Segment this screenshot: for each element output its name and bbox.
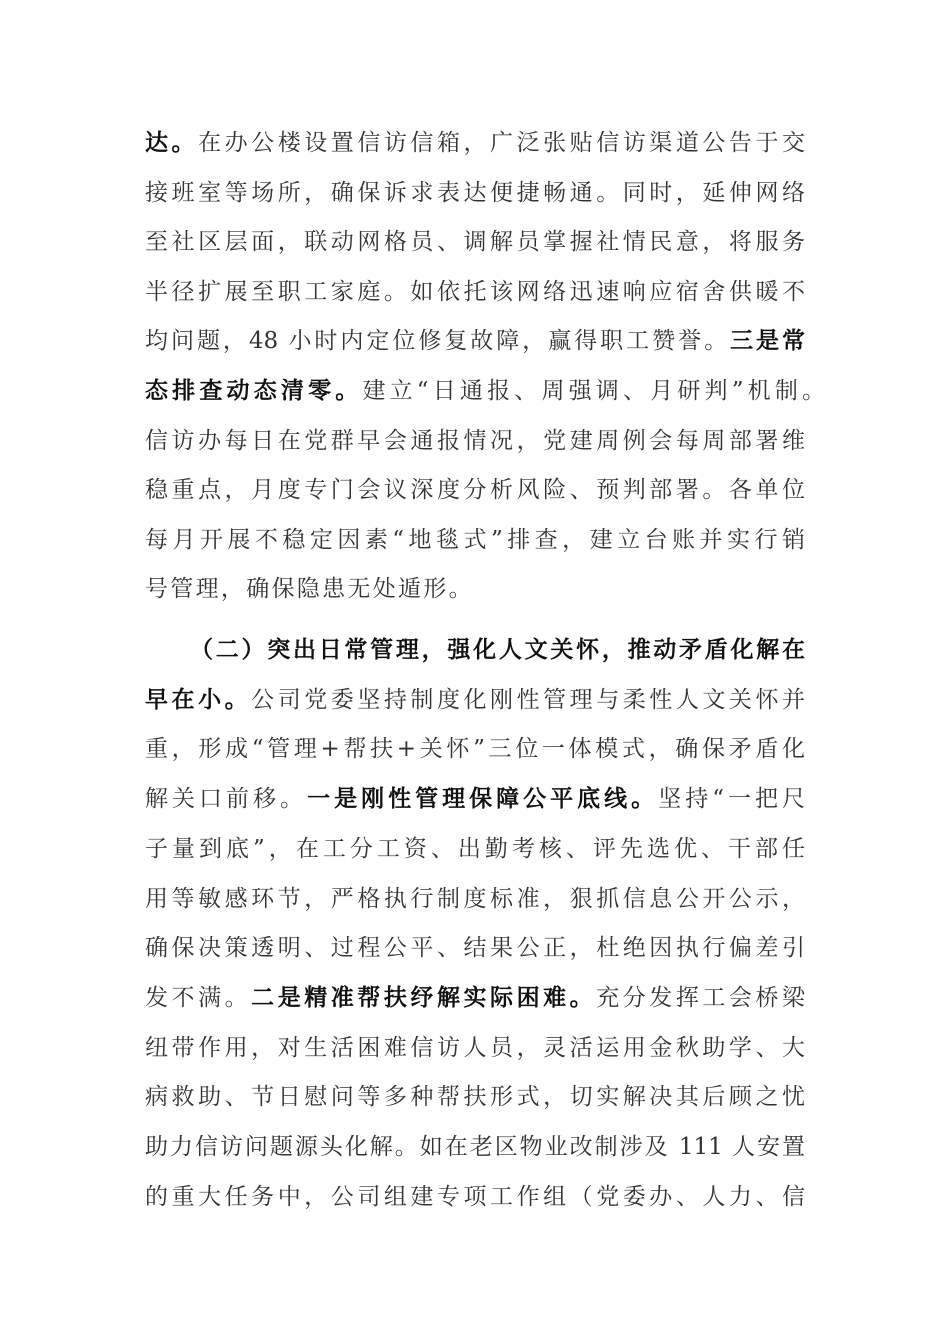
body-text: 建立“日通报、周强调、月研判”机制。 [362, 378, 825, 404]
body-text: 在办公楼设置信访信箱，广泛张贴信访渠道公告于交 [198, 130, 806, 156]
body-text: 号管理，确保隐患无处遁形。 [145, 576, 474, 603]
body-text: 公司党委坚持制度化刚性管理与柔性人文关怀并 [251, 686, 806, 713]
body-text: 解关口前移。 [145, 786, 308, 813]
bold-heading-text: 态排查动态清零。 [145, 378, 363, 404]
body-text: 助力信访问题源头化解。如在老区物业改制涉及 111 人安置 [145, 1134, 805, 1160]
text-line [145, 784, 805, 814]
bold-heading-text: 三是常 [730, 328, 806, 355]
text-line [190, 635, 805, 665]
text-line [145, 1182, 805, 1212]
text-line [145, 1082, 805, 1112]
body-text: 发不满。 [145, 984, 252, 1011]
text-line [145, 884, 805, 914]
bold-heading-text: 达。 [145, 130, 199, 156]
body-text: 每月开展不稳定因素“地毯式”排查，建立台账并实行销 [145, 526, 805, 553]
text-line [145, 1033, 805, 1063]
text-line [145, 475, 805, 505]
text-line [145, 933, 805, 963]
text-line [145, 734, 805, 764]
body-text: 均问题，48 小时内定位修复故障，赢得职工赞誉。 [145, 328, 731, 355]
text-line [145, 834, 805, 864]
text-line [145, 128, 805, 158]
body-text: 充分发挥工会桥梁 [596, 984, 806, 1011]
text-line [145, 227, 805, 257]
body-text: 的重大任务中，公司组建专项工作组（党委办、人力、信 [145, 1183, 805, 1210]
text-line [145, 685, 805, 715]
text-line [145, 574, 805, 604]
body-text: 至社区层面，联动网格员、调解员掌握社情民意，将服务 [145, 229, 805, 256]
body-text: 确保决策透明、过程公平、结果公正，杜绝因执行偏差引 [145, 935, 805, 962]
body-text: 子量到底”，在工分工资、出勤考核、评先选优、干部任 [145, 835, 805, 862]
body-text: 半径扩展至职工家庭。如依托该网络迅速响应宿舍供暖不 [145, 278, 805, 305]
text-line [145, 983, 805, 1013]
text-line [145, 178, 805, 208]
text-line [145, 1132, 805, 1162]
text-line [145, 326, 805, 356]
body-text: 信访办每日在党群早会通报情况，党建周例会每周部署维 [145, 427, 805, 454]
text-line [145, 277, 805, 307]
body-text: 坚持“一把尺 [658, 786, 806, 813]
text-line [145, 376, 825, 406]
text-line [145, 525, 805, 555]
bold-heading-text: （二）突出日常管理，强化人文关怀，推动矛盾化解在 [190, 637, 805, 663]
body-text: 纽带作用，对生活困难信访人员，灵活运用金秋助学、大 [145, 1034, 805, 1061]
body-text: 接班室等场所，确保诉求表达便捷畅通。同时，延伸网络 [145, 179, 805, 206]
bold-heading-text: 早在小。 [145, 686, 252, 713]
body-text: 稳重点，月度专门会议深度分析风险、预判部署。各单位 [145, 477, 805, 504]
text-line [145, 426, 805, 456]
body-text: 病救助、节日慰问等多种帮扶形式，切实解决其后顾之忧 [145, 1084, 805, 1111]
bold-heading-text: 二是精准帮扶纾解实际困难。 [251, 984, 597, 1011]
bold-heading-text: 一是刚性管理保障公平底线。 [307, 786, 659, 813]
body-text: 用等敏感环节，严格执行制度标准，狠抓信息公开公示， [145, 885, 805, 912]
body-text: 重，形成“管理+帮扶+关怀”三位一体模式，确保矛盾化 [145, 736, 805, 763]
